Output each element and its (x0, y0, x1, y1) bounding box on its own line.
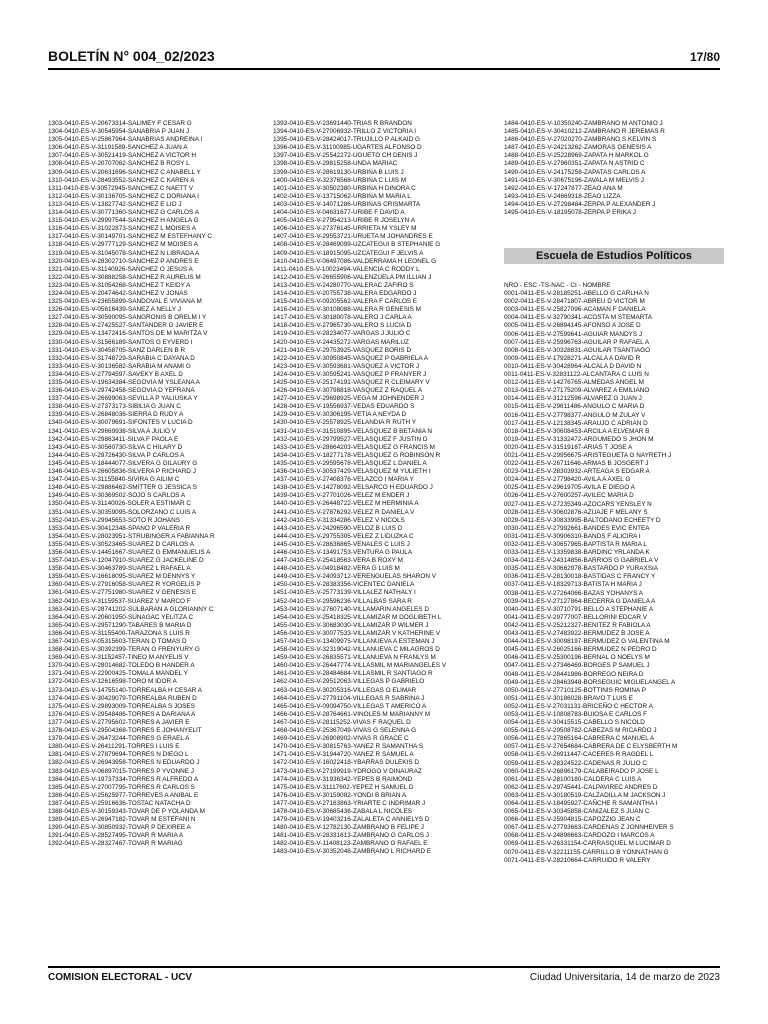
list-item: 1414-0410-ES-V-20755738-VALERA EDGARDO J (273, 289, 417, 297)
list-item: 1323-0410-ES-V-31054268-SANCHEZ T KEIDY A (48, 281, 191, 289)
list-item: 1394-0410-ES-V-27006932-TRILLO Z VICTORIA I (273, 128, 417, 136)
list-item: 1457-0410-ES-V-13409975-VILLANUEVA A ESTEMAN J (273, 638, 435, 645)
list-item: 1439-0410-ES-V-27701026-VELEZ M ENDER J (273, 492, 410, 500)
list-item: 1309-0410-ES-V-20631696-SANCHEZ C ANABELL Y (48, 168, 201, 176)
list-item: 1453-0410-ES-V-27607140-VILLAMARIN ANGELES D (273, 605, 429, 613)
list-item: 1426-0410-ES-V-30798818-VASQUEZ Z RAQUEL A (273, 387, 423, 395)
list-item: 1438-0410-ES-V-14278092-VELSARCO H EDUARDO J (273, 484, 433, 492)
list-item: 1468-0410-ES-V-25367049-VIVAS G SELENNA G (273, 727, 417, 735)
list-item: 1316-0410-ES-V-31022873-SANCHEZ L MOISES A (48, 225, 196, 233)
list-item: 1477-0410-ES-V-27163863-YRIARTE C INDRIMAR J (273, 799, 426, 807)
list-item: 1369-0410-ES-V-31152457-TINEO M ANYELIS V (48, 654, 189, 662)
list-item: 1353-0410-ES-V-30412348-SPANO P VALERIA R (48, 524, 191, 532)
list-item: 1344-0410-ES-V-29726430-SILVA P CARLOS A (48, 451, 185, 459)
list-item: 1476-0410-ES-V-30159082-YONDI B BRIAN A (273, 791, 407, 799)
list-item: 1459-0410-ES-V-26835571-VILLANUEVA N FRANLYS M (273, 654, 436, 662)
list-item: 1357-0410-ES-V-12047910-SUAREZ G JACKELINE D (48, 557, 204, 565)
list-item: 1350-0410-ES-V-31140026-SOLER A ESTIMAR C (48, 500, 192, 508)
list-item: 1419-0410-ES-V-28234077-VARGAS J JULIO C (273, 330, 411, 338)
list-item: 1303-0410-ES-V-20673314-SALIMEY F CESAR G (48, 120, 192, 127)
list-item: 1481-0410-ES-V-28331613-ZAMBRANO G CARLOS J (273, 832, 429, 840)
list-item: 1382-0410-ES-V-26943958-TORRES N EDUARDO J (48, 759, 200, 767)
list-item: 0062-0411-ES-V-29745441-CALPAVIREC ANDRES D (504, 783, 658, 791)
list-item: 1470-0410-ES-V-30815763-YANEZ R SAMANTHA S (273, 743, 424, 751)
list-item: 1331-0410-ES-V-30458705-SANZ DARLEN B R (48, 346, 186, 354)
list-item: 1471-0410-ES-V-31944720-YANEZ R SAMUEL A (273, 751, 414, 759)
list-item: 1418-0410-ES-V-27965730-VALERO S LUCIA D (273, 322, 412, 330)
list-item: 1422-0410-ES-V-30950845-VASQUEZ P GABRIELA A (273, 354, 429, 362)
list-item: 1469-0410-ES-V-26908902-VIVAS R GRACE C (273, 735, 409, 743)
list-item: 1436-0410-ES-V-30537429-VELASQUEZ M YULIETH I (273, 468, 431, 476)
list-item: 0019-0411-ES-V-31332472-ARGUMEDO S JHON M (504, 435, 654, 443)
list-item: 1336-0410-ES-V-29742458-SEGOVIA D YEFRANA (48, 387, 195, 395)
list-item: 1440-0410-ES-V-26448722-VELEZ M HERMINIA A (273, 500, 419, 508)
list-item: 1424-0410-ES-V-30595241-VASQUEZ P FRANYER J (273, 370, 427, 378)
list-item: 1364-0410-ES-V-20601950-SUNAGAC YELITZA C (48, 613, 194, 621)
list-item: 1489-0410-ES-V-27960351-ZAPATA N ASTRID C (504, 160, 645, 168)
list-item: 0018-0411-ES-V-30608453-ARCILA A ELVEMAR B (504, 427, 650, 435)
bulletin-title: BOLETÍN N° 004_02/2023 (48, 48, 215, 64)
list-item: 1445-0410-ES-V-28636865-VENALES C LUIS J (273, 540, 410, 548)
list-item: 1458-0410-ES-V-32319042-VILLANUEVA C MILAGROS D (273, 646, 440, 654)
list-item: 1381-0410-ES-V-27879694-TORRES N DIEGO L (48, 751, 189, 759)
list-item: 0035-0411-ES-V-30662978-BASTARDO P YURAXSIA (504, 565, 659, 573)
list-item: 1390-0410-ES-V-30850932-TOVAR P DEXIREE A (48, 824, 191, 832)
list-item: 1463-0410-ES-V-30205316-VILLEGAS O ELIMAR (273, 686, 417, 694)
list-item: 1348-0410-ES-V-29886462-SMITTER G JESSICA S (48, 484, 197, 492)
list-item: 0056-0411-ES-V-27865164-CABRERA C MANUEL A (504, 735, 655, 743)
list-item: 1461-0410-ES-V-28484684-VILLASMIL R SANTIAGO R (273, 670, 433, 678)
list-item: 1330-0410-ES-V-31566189-SANTOS G EYVERD I (48, 338, 193, 346)
list-item: 1455-0410-ES-V-30683030-VILLAMIZAR P WILMER J (273, 621, 429, 629)
list-item: 0053-0411-ES-V-10808783-BUIOSA E CARLOS F (504, 710, 648, 718)
list-item: 0021-0411-ES-V-29956675-ARISTEGUETA G NAYRETH J (504, 451, 672, 459)
list-item: 1462-0410-ES-V-29512063-VILLEGAS P GABRIELO (273, 678, 425, 686)
list-item: 1354-0410-ES-V-28023951-STRUBINGER A FABIANNA R (48, 532, 215, 540)
list-item: 1332-0410-ES-V-31748729-SARABIA C DAYANA D (48, 354, 195, 362)
list-item: 1311-0410-ES-V-30572945-SANCHEZ C NAETT V (48, 184, 194, 192)
list-item: 1467-0410-ES-V-28115252-VIVAS F RAQUEL D (273, 718, 411, 726)
list-item: 1479-0410-ES-V-19403216-ZALALETA C ANNIELYS D (273, 816, 430, 824)
list-item: 1333-0410-ES-V-30136582-SARABIA M ANAMI G (48, 362, 191, 370)
list-item: 1415-0410-ES-V-09205562-VALERA F CARLOS E (273, 298, 418, 306)
list-item: 1460-0410-ES-V-26447774-VILLASMIL M MARIANGELES V (273, 662, 447, 670)
list-item: 1400-0410-ES-V-32376568-URBINA C LUIS M (273, 176, 407, 184)
list-item: 1388-0410-ES-V-30159343-TOVAR DE P YOLANDA M (48, 807, 205, 815)
list-item: 1342-0410-ES-V-29863411-SILVA F PAOLA E (48, 435, 179, 443)
list-item: 1362-0410-ES-V-31159537-SUAREZ V MARCO F (48, 597, 191, 605)
list-item: 1483-0410-ES-V-30352048-ZAMBRANO L RICHARD E (273, 848, 432, 856)
list-item: 1495-0410-ES-V-18195078-ZERPA P ERIKA J (504, 209, 636, 217)
list-item: 1376-0410-ES-V-29548486-TORRES A DARIANA A (48, 710, 196, 718)
list-item: 1313-0410-ES-V-13827742-SANCHEZ E LIO J (48, 200, 182, 208)
list-item: 0025-0411-ES-V-29619705-AVILA E DIEGO A (504, 484, 635, 492)
list-item: 1456-0410-ES-V-30077533-VILLAMIZAR V KATHERINE V (273, 629, 441, 637)
list-item: 1447-0410-ES-V-25418563-VERA B ROXY M (273, 557, 403, 565)
list-item: 1314-0410-ES-V-30771360-SANCHEZ G CARLOS A (48, 209, 199, 217)
list-item: 0059-0411-ES-V-28324522-CADENAS R JULIO C (504, 759, 648, 767)
list-item: 1444-0410-ES-V-29755305-VELEZ Z LIDUZKA C (273, 532, 414, 540)
list-item: 1395-0410-ES-V-28424017-TRUJILLO P ALKAID G (273, 136, 420, 144)
list-item: 0060-0411-ES-V-26896179-CALABEIRADO P JOSE L (504, 767, 659, 775)
list-item: 1493-0410-ES-V-24669318-ZEAO LIZZA (504, 192, 621, 200)
list-item: 1448-0410-ES-V-04918482-VERA G LUIS M (273, 565, 400, 573)
list-item: 0029-0411-ES-V-30833995-BALTODANO ECHEETY D (504, 516, 661, 524)
list-item: 1383-0410-ES-V-06897015-TORRES P YVONNE J (48, 767, 194, 775)
list-item: 0026-0411-ES-V-27600257-AVILEC MARIA D (504, 492, 634, 500)
list-item: 0039-0411-ES-V-27127864-BECERRA G DANIELA A (504, 597, 656, 605)
list-item: 0011-0411-ES-V-32831122-ALCANTARA C LUIS N (504, 371, 649, 379)
list-item: 0036-0411-ES-V-28130018-BASTIDAS C FRANCY Y (504, 573, 656, 581)
list-item: 1389-0410-ES-V-26947182-TOVAR M ESTEFANI N (48, 816, 196, 824)
list-item: 0028-0411-ES-V-30602876-AZUAJE F MELANY S (504, 508, 648, 516)
list-item: 1320-0410-ES-V-28302710-SANCHEZ P ANDRES E (48, 257, 199, 265)
list-item: 0015-0411-ES-V-29611486-ANGULO C MARIA D (504, 403, 645, 411)
list-item: 1327-0410-ES-V-30590095-SANGRONIS B ORELM I Y (48, 314, 207, 322)
list-item: 1352-0410-ES-V-29945653-SOTO R JOHANS (48, 516, 181, 524)
list-item: 1361-0410-ES-V-27751980-SUAREZ V GENESIS E (48, 589, 197, 597)
list-item: 1339-0410-ES-V-26848036-SIERRA D RUDY A (48, 411, 184, 419)
list-item: 0013-0411-ES-V-27175209-ALVAREZ A EMILIANO (504, 387, 650, 395)
list-item: 1373-0410-ES-V-14755140-TORREALBA H CESAR A (48, 686, 203, 694)
list-column-3-section (504, 282, 724, 865)
list-item: 0064-0411-ES-V-18495927-CAÑCHE R SAMANTHA I (504, 800, 658, 807)
list-item: 1305-0410-ES-V-25867964-SANABRIAS ANDREINA I (48, 136, 203, 144)
list-item: 1407-0410-ES-V-29553721-URUETA M JOHANDRES E (273, 233, 433, 241)
list-item: 1401-0410-ES-V-30502380-URBINA H DINORA C (273, 184, 416, 192)
list-item: 0004-0411-ES-V-32790341-ACOSTA M STEMARTA (504, 314, 652, 322)
list-item: 0020-0411-ES-V-31519167-ARIAS T JOSE A (504, 443, 633, 451)
list-column-2 (273, 120, 488, 857)
list-item: 1427-0410-ES-V-29698925-VEGA M JOHNENDER J (273, 395, 424, 403)
footer-right: Ciudad Universitaria, 14 de marzo de 2023 (529, 972, 720, 983)
list-item: 1367-0410-ES-V-05315603-TERAN D TOMAS D (48, 638, 187, 645)
list-item: 1391-0410-ES-V-28527495-TOVAR R MARIA A (48, 832, 184, 840)
list-item: 1338-0410-ES-V-27373173-SIBILIA G JUAN C (48, 403, 181, 411)
list-item: 1485-0410-ES-V-30410212-ZAMBRANO R JEREMAS R (504, 128, 665, 136)
list-item: 1494-0410-ES-V-27298484-ZERPA P ALEXANDER J (504, 200, 656, 208)
list-item: 1412-0410-ES-V-26655906-VALENZUELA PM ILLIAN J (273, 273, 432, 281)
list-item: 1413-0410-ES-V-24280770-VALERAC ZAFIRO S (273, 281, 414, 289)
list-item: 0003-0411-ES-V-25827096-ACAMAN F DANIELA (504, 306, 646, 314)
list-item: 1371-0410-ES-V-22900425-TOMALA MANDEL Y (48, 670, 188, 678)
list-item: 1306-0410-ES-V-31191589-SANCHEZ A JUAN A (48, 144, 188, 152)
list-item: 1474-0410-ES-V-31936342-YEPES B RAIMOND (273, 775, 413, 783)
list-item: 0010-0411-ES-V-30428964-ALCALA D DAVID N (504, 362, 642, 370)
list-item: 1317-0410-ES-V-30149701-SANCHEZ M ESTEFHANY C (48, 233, 212, 241)
list-item: 0052-0411-ES-V-27031131-BRICEÑO C HECTOR A (504, 702, 653, 710)
list-item: 1466-0410-ES-V-28764661-VINOLES M MARIANNY M (273, 710, 431, 718)
list-item: 1387-0410-ES-V-25916636-TOSTAC NATACHA D (48, 799, 191, 807)
list-item: 0033-0411-ES-V-13359838-BARDINC YRLANDA K (504, 549, 650, 557)
list-item: 0024-0411-ES-V-27798420-AVILA A AXEL G (504, 476, 631, 484)
list-item: 1492-0410-ES-V-17247877-ZEAO ANA M (504, 184, 623, 192)
list-item: 0068-0411-ES-V-24898663-CARDOZO I MARCOS A (504, 832, 655, 840)
list-item: 1435-0410-ES-V-29595678-VELASQUEZ L DANIEL A (273, 459, 427, 467)
list-item: 0007-0411-ES-V-25996763-AGUILAR P RAFAEL A (504, 338, 650, 346)
list-item: 1441-0410-ES-V-27876292-VELEZ R DANIELA V (273, 508, 415, 516)
list-item: 1420-0410-ES-V-24435272-VARGAS MARILUZ (273, 338, 409, 346)
list-item: 0032-0411-ES-V-30657965-BAPTISTA R MARIA L (504, 541, 647, 548)
list-item: 0030-0411-ES-V-27992661-BANDES EVIC ENTEA (504, 524, 650, 532)
list-item: 1421-0410-ES-V-29753925-VASQUEZ BORIS D (273, 346, 412, 354)
list-item: 1404-0410-ES-V-04631677-URIBE F DAVID A (273, 209, 405, 217)
list-item: 1324-0410-ES-V-20474642-SANCHEZ V JONAS (48, 289, 188, 297)
page-header (48, 38, 720, 70)
list-item: 1417-0410-ES-V-30180078-VALERO J CARLA A (273, 314, 412, 322)
list-item: 1429-0410-ES-V-30306195-VETIA A NEYDA D (273, 411, 407, 419)
list-item: 1454-0410-ES-V-25418325-VILLAMIZAR M DOGLIBETH L (273, 613, 442, 621)
list-item: 1358-0410-ES-V-30463789-SUAREZ L RAFAEL A (48, 565, 191, 573)
list-column-1 (48, 120, 253, 848)
list-item: 1360-0410-ES-V-27916058-SUAREZ R YORGELIS P (48, 581, 201, 589)
list-item: 1487-0410-ES-V-24213262-ZAMORAS GENESIS A (504, 144, 652, 152)
list-item: 1310-0410-ES-V-28493552-SANCHEZ C KAREN A (48, 176, 195, 184)
list-item: 1335-0410-ES-V-19634384-SEGOVIA M YSLEANA A (48, 379, 200, 386)
list-item: 1402-0410-ES-V-13715062-URBINA M MARIA L (273, 192, 411, 200)
list-item: 1450-0410-ES-V-28383356-VICENTEC DANIELA (273, 581, 415, 589)
list-item: 0043-0411-ES-V-27483922-BERMUDEZ B JOSE A (504, 630, 650, 638)
list-item: 1377-0410-ES-V-27795602-TORRES A JAVIER E (48, 718, 190, 726)
list-item: 1473-0410-ES-V-27199919-YDROGO V DINAURAZ (273, 767, 422, 775)
list-item: 0012-0411-ES-V-14276765-ALMEDAS ANGEL M (504, 379, 644, 387)
list-item: 1478-0410-ES-V-30685436-ZABALA L NICOLES (273, 807, 413, 815)
list-item: 1318-0410-ES-V-29777129-SANCHEZ M MOISES A (48, 241, 198, 249)
list-item: 1442-0410-ES-V-31334286-VELEZ V NICOLS (273, 516, 405, 524)
list-item: 1425-0410-ES-V-25174191-VASQUEZ R CLEIMARY V (273, 379, 430, 386)
list-item: 1319-0410-ES-V-31045078-SANCHEZ N LIBRADA A (48, 249, 200, 257)
section-heading: Escuela de Estudios Políticos (504, 248, 724, 264)
list-item: 0066-0411-ES-V-25904815-CAPOZZIG JEAN C (504, 816, 641, 824)
list-item: 1340-0410-ES-V-30079691-SIFONTES V LUCIA D (48, 419, 193, 427)
list-item: 0067-0411-ES-V-27793663-CARDENAS Z JONNHEIVER S (504, 824, 674, 832)
list-item: 0014-0411-ES-V-31212596-ALVAREZ G JUAN J (504, 395, 642, 403)
list-item: 1351-0410-ES-V-30359095-SOLORZANO C LUIS A (48, 508, 197, 516)
list-item: 1399-0410-ES-V-28619130-URBINA B LUIS J (273, 168, 404, 176)
list-item: 0034-0411-ES-V-24314856-BARRIOS G GABRIELA V (504, 557, 659, 565)
list-item: 1443-0410-ES-V-24296590-VELOZ B LUIS D (273, 524, 403, 532)
list-item: 0046-0411-ES-V-25300196-BERNAL O NOELYS M (504, 654, 650, 662)
list-item: 1366-0410-ES-V-31155400-TARAZONA S LUIS R (48, 629, 190, 637)
list-item: 0041-0411-ES-V-29777007-BELLORINI EDCAR V (504, 613, 648, 621)
list-item: 1392-0410-ES-V-28327467-TOVAR R MARIAG (48, 840, 183, 848)
list-item: 1446-0410-ES-V-13491753-VENTURA G PAULA (273, 548, 413, 556)
list-item: 1416-0410-ES-V-30108088-VALERA R GENESIS M (273, 306, 422, 314)
list-item: 1356-0410-ES-V-14451667-SUAREZ G EMMANUELIS A (48, 548, 211, 556)
list-item: 0057-0411-ES-V-27654684-CABRERA DE C ELYSBERTH M (504, 743, 678, 751)
list-item: 0065-0411-ES-V-30345858-CANIZALEZ S JUAN C (504, 808, 650, 816)
list-item: 0055-0411-ES-V-29508782-CABEZAS M RICARDO J (504, 727, 657, 735)
list-item: 0061-0411-ES-V-28100180-CALDERA C LUIS A (504, 775, 642, 783)
list-item: 1486-0410-ES-V-27020270-ZAMBRANO S KELVIN S (504, 136, 657, 144)
list-item: 1363-0410-ES-V-28741202-SULBARAN A GLORIANNY C (48, 605, 214, 613)
list-item: 1403-0410-ES-V-14071286-URBINAS CRISMARTA (273, 200, 421, 208)
list-item: 1359-0410-ES-V-16618095-SUAREZ M DENNYS Y (48, 573, 196, 581)
list-item: 1384-0410-ES-V-19737334-TORRES R ALFREDO A (48, 775, 199, 783)
list-column-3 (504, 120, 724, 217)
list-item: 1475-0410-ES-V-31117602-YEPEZ H SAMUEL D (273, 783, 414, 791)
list-item: 1405-0410-ES-V-27954213-URIBE R JOSELYN A (273, 217, 415, 225)
list-item: 1437-0410-ES-V-27408376-VELAZCO I MARIA Y (273, 476, 414, 484)
list-item: 1431-0410-ES-V-31510895-VELASQUEZ B BETANIA N (273, 427, 433, 435)
list-item: 1329-0410-ES-V-13472416-SANTOS DE M MARITZA V (48, 330, 208, 338)
list-item: 1398-0410-ES-V-29815258-UNDA MARIAC (273, 160, 398, 168)
list-item: 0027-0411-ES-V-27235349-AZOCARS YENSLEY N (504, 500, 652, 508)
list-item: 0008-0411-ES-V-30328831-AGUILAR TSANTIAGO (504, 346, 651, 354)
list-item: 1378-0410-ES-V-29504368-TORRES E JOHANYELIT (48, 727, 202, 735)
list-item: 0058-0411-ES-V-26911447-CACERES R RAGDEL L (504, 751, 654, 759)
list-item: 1433-0410-ES-V-28664203-VELASQUEZ G FRANCIS M (273, 443, 435, 451)
list-item: 0047-0411-ES-V-27346469-BORGES P SAMUEL J (504, 662, 650, 670)
list-item: 1465-0410-ES-V-09094750-VILLEGAS T AMERICO A (273, 702, 427, 710)
list-item: 1346-0410-ES-V-26605836-SILVERA P RICHARD J (48, 468, 196, 476)
list-item: 1347-0410-ES-V-31155840-SIVIRA G AILIM C (48, 476, 180, 484)
list-item: 1355-0410-ES-V-30523465-SUAREZ D CARLOS A (48, 540, 194, 548)
list-item: 1315-0410-ES-V-29997544-SANCHEZ H ANGELA G (48, 217, 199, 225)
list-item: 1396-0410-ES-V-31100985-UGARTES ALFONSO D (273, 144, 422, 152)
list-item: 1410-0410-ES-V-06497086-VALDERRAMA H LEONEL G (273, 257, 437, 265)
list-item: 1334-0410-ES-V-27794597-SAVEKY B AXEL D (48, 370, 183, 378)
list-item: 1393-0410-ES-V-23691440-TRIAS R BRANDON (273, 120, 412, 127)
list-item: 1375-0410-ES-V-29893009-TORREALBA S JOSES (48, 702, 195, 710)
list-item: 1328-0410-ES-V-27425527-SANTANDER G JAVIER E (48, 322, 204, 330)
list-item: 1312-0410-ES-V-30136705-SANCHEZ C DORIANA I (48, 192, 199, 200)
list-item: 0040-0411-ES-V-30710791-BELLO A STEPHANIE A (504, 605, 654, 613)
list-item: 0054-0411-ES-V-30415515-CABELLO S NICOLD (504, 719, 645, 727)
footer-left: COMISION ELECTORAL - UCV (48, 972, 193, 983)
list-item: 0038-0411-ES-V-27264066-BAZAS YOHANYS A (504, 589, 644, 597)
list-item: 1491-0410-ES-V-30675196-ZAVALA M MELVIS J (504, 176, 644, 184)
list-item: 1488-0410-ES-V-25228969-ZAPATA H MARKOL G (504, 152, 649, 160)
list-item: 1490-0410-ES-V-24175258-ZAPATAS CARLOS A (504, 168, 646, 176)
list-item: 1472-0410-ES-V-16022418-YBARRAS DULEKIS D (273, 759, 419, 767)
list-item: 1428-0410-ES-V-19556937-VEDAS EDUARDO S (273, 403, 415, 411)
list-item: 1411-0410-ES-V-10023494-VALENCIA C RODDY L (273, 265, 420, 273)
list-item: 0050-0411-ES-V-27710125-BOTTINIS ROMINA P (504, 686, 646, 694)
list-item: 1337-0410-ES-V-26699063-SEVILLA P YALIUSKA Y (48, 395, 198, 403)
list-item: 0048-0411-ES-V-28441986-BORREGO NEIRA D (504, 670, 644, 678)
list-item: 0031-0411-ES-V-30906310-BANDS F ALICIRA I (504, 532, 641, 540)
list-item: 0009-0411-ES-V-17928271-ALCALA A DAVID R (504, 354, 641, 362)
list-item: 1430-0410-ES-V-25578925-VELANDIA R RUTH Y (273, 419, 417, 427)
list-item: 1308-0410-ES-V-20707062-SANCHEZ B ROSY L (48, 160, 190, 168)
list-item: 1380-0410-ES-V-26411291-TORRES I LUIS E (48, 743, 180, 751)
list-item: 1349-0410-ES-V-30369502-SOJO S CARLOS A (48, 492, 186, 500)
page-footer (48, 966, 720, 983)
list-item: 1304-0410-ES-V-30545954-SANABRIA P JUAN J (48, 128, 190, 136)
list-item: 1321-0410-ES-V-31140926-SANCHEZ O JESUS A (48, 265, 193, 273)
list-item: 1368-0410-ES-V-30392399-TERAN O FRENYURY G (48, 646, 200, 654)
list-item: 1452-0410-ES-V-29596236-VILLALBAS SARA R (273, 597, 412, 605)
list-item: 1406-0410-ES-V-27376145-URRIETA M YSLEY M (273, 225, 417, 233)
list-item: 0016-0411-ES-V-27798377-ANGULO M ZULAY V (504, 411, 646, 419)
list-item: 0022-0411-ES-V-26711646-ARMAS B JOSGERT J (504, 460, 649, 468)
list-item: 1464-0410-ES-V-27791104-VILLEGAS R SABRINA J (273, 694, 425, 702)
list-item: 1423-0410-ES-V-30593681-VASQUEZ A VICTOR J (273, 362, 420, 370)
list-item: 1307-0410-ES-V-30521419-SANCHEZ A VICTOR H (48, 152, 197, 160)
list-item: 1386-0410-ES-V-25625977-TORREVES A ANIBAL E (48, 791, 199, 799)
list-item: 0051-0411-ES-V-30186028-BRAVO T LUIS E (504, 694, 633, 702)
list-item: 0017-0411-ES-V-12138345-ARAUJO C ADRIAN D (504, 419, 648, 427)
list-item: 0071-0411-ES-V-28210664-CARRUIDO R VALERY (504, 856, 651, 864)
list-item: 0069-0411-ES-V-26331154-CARRASQUEL M LUCIMAR D (504, 840, 671, 848)
list-item: 1379-0410-ES-V-26473244-TORRES G ERAEL A (48, 735, 190, 743)
list-item: 0002-0411-ES-V-28471807-ABREU D VICTOR M (504, 298, 645, 306)
list-item: 1480-0410-ES-V-12782130-ZAMBRANO B FELIPE J (273, 824, 424, 832)
list-item: 1397-0410-ES-V-25542272-UGUETO CH DENIS J (273, 152, 418, 160)
list-item: 1434-0410-ES-V-18277178-VELASQUEZ G ROBINSON R (273, 451, 441, 459)
list-item: 0042-0411-ES-V-25212327-BENITEZ R FABIOLA A (504, 621, 651, 629)
list-item: 1432-0410-ES-V-29799527-VELASQUEZ F JUSTIN D (273, 435, 428, 443)
list-item: 1343-0410-ES-V-30560730-SILVA C HILARY D (48, 443, 183, 451)
list-item: 1370-0410-ES-V-28014682-TOLEDO B HANDER A (48, 662, 195, 670)
list-item: 1365-0410-ES-V-29571290-TABARES B MARIA D (48, 621, 192, 629)
list-item: 1385-0410-ES-V-27007795-TORRES R CARLOS S (48, 783, 195, 791)
list-item: 0044-0411-ES-V-30098197-BERMUDEZ G VALENTINA M (504, 638, 670, 646)
list-item: 0037-0411-ES-V-18329713-BATISTA H MARIA J (504, 581, 642, 589)
list-item: 0045-0411-ES-V-26025166-BERMUDEZ N PEDRO D (504, 646, 657, 654)
list-item: 1408-0410-ES-V-28469099-UZCATEGUI B STEPHANIE G (273, 241, 441, 249)
list-item: 1449-0410-ES-V-24093712-VERENGUELAS SHARON V (273, 573, 437, 581)
list-item: 1345-0410-ES-V-18444077-SILVERA G GILAURY G (48, 459, 198, 467)
list-item: 0070-0411-ES-V-32211155-CARRILLO B YONNATHAN G (504, 848, 669, 856)
list-item: 1326-0410-ES-V-05616439-SANEZ A NELLY J (48, 306, 181, 314)
list-item: 1322-0410-ES-V-30888258-SANCHEZ R AURELIS M (48, 273, 201, 281)
list-item: 0001-0411-ES-V-28185251-ABELLO G CARLHA N (504, 290, 649, 298)
list-item: 0005-0411-ES-V-26894145-AFONSO A JOSE D (504, 322, 641, 330)
list-item: 1451-0410-ES-V-25773139-VILLALEZ NATHALY I (273, 589, 416, 597)
list-item: 0063-0411-ES-V-30180519-CALZADILLA M JACKSON J (504, 791, 666, 799)
list-item: 1409-0410-ES-V-18915095-UZCATEGUI F JELVIS A (273, 249, 424, 257)
page-number: 17/80 (689, 50, 720, 64)
list-item: 1484-0410-ES-V-10350240-ZAMBRANO M ANTONIO J (504, 120, 663, 127)
list-item: 1341-0410-ES-V-29669938-SILVA A JULIO V (48, 427, 177, 435)
column-header: NRO - ESC -TS-NAC - CI - NOMBRE (504, 282, 611, 289)
list-item: 1374-0410-ES-V-30429079-TORREALBA RUBEN D (48, 694, 197, 702)
list-item: 0006-0411-ES-V-27599641-AGUIAR MANDYS J (504, 330, 643, 338)
list-item: 0023-0411-ES-V-28303932-ARTEAGA S EDGAR A (504, 468, 650, 476)
list-item: 1482-0410-ES-V-11408123-ZAMBRANO G RAFAEL E (273, 840, 428, 848)
list-item: 1325-0410-ES-V-23655899-SANDOVAL E VIVIANA M (48, 298, 202, 306)
list-item: 0049-0411-ES-V-28463948-BORSEGUIC MIGUELANGEL A (504, 678, 676, 686)
list-item: 1372-0410-ES-V-12616598-TORO M IDOR A (48, 678, 177, 686)
